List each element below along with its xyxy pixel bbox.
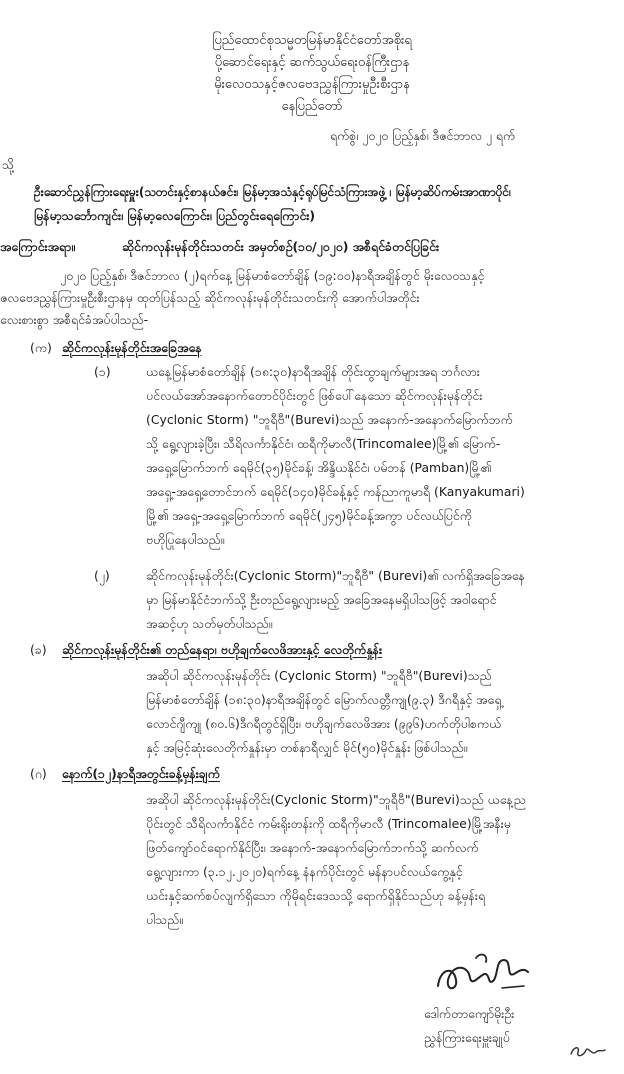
item-1-line: မြို့၏ အရှေ့-အရှေ့မြောက်ဘက် ရေမိုင်(၂၄၅)မိုင်ခန့်အကွာ ပင်လယ်ပြင်ကို xyxy=(146,508,472,523)
item-1-line: ယနေ့မြန်မာစံတော်ချိန် (၁၈:၃၀)နာရီအချိန် တိုင်းထွာချက်များအရ ဘင်္ဂလား xyxy=(146,364,480,379)
ministry-title: ပို့ဆောင်ရေးနှင့် ဆက်သွယ်ရေးဝန်ကြီးဌာန xyxy=(214,55,410,70)
subject-text: ဆိုင်ကလုန်းမုန်တိုင်းသတင်း အမှတ်စဉ်(၁၀/၂၀၂၀) အစီရင်ခံတင်ပြခြင်း xyxy=(122,239,440,254)
item-1-line: (Cyclonic Storm) "ဘူရီဗီ"(Burevi)သည် အနောက်-အနောက်မြောက်ဘက် xyxy=(146,412,513,427)
item-2-line: အဆင့်ဟု သတ်မှတ်ပါသည်။ xyxy=(146,616,273,631)
signatory-title: ညွှန်ကြားရေးမှူးချုပ် xyxy=(424,1030,510,1045)
recipient-to: သို့ xyxy=(2,157,14,172)
section-2-line: လောင်ဂျီကျု (၈၀.၆)ဒီဂရီတွင်ရှိပြီး၊ ဗဟိုချက်လေဖိအား (၉၉၆)ဟက်တိုပါစကယ် xyxy=(146,716,502,731)
intro-line-2: ဇလဗေဒညွှန်ကြားမှုဦးစီးဌာနမှ ထုတ်ပြန်သည့် ဆိုင်ကလုန်းမုန်တိုင်းသတင်းကို အောက်ပါအတိုင်း xyxy=(0,290,420,305)
section-2-line: အဆိုပါ ဆိုင်ကလုန်းမုန်တိုင်း (Cyclonic Storm) "ဘူရီဗီ"(Burevi)သည် xyxy=(146,668,492,683)
item-1-line: အရှေ့မြောက်ဘက် ရေမိုင်(၃၅)မိုင်ခန့်၊ အိန္ဒိယနိုင်ငံ၊ ပမ်ဘန် (Pamban)မြို့၏ xyxy=(146,460,492,475)
section-3-line: ပါသည်။ xyxy=(146,912,183,927)
section-1-title: ဆိုင်ကလုန်းမုန်တိုင်းအခြေအနေ xyxy=(62,340,202,355)
item-2-number: (၂) xyxy=(94,568,110,583)
section-3-line: အဆိုပါ ဆိုင်ကလုန်းမုန်တိုင်း(Cyclonic Storm)"ဘူရီဗီ"(Burevi)သည် ယနေ့ည xyxy=(146,792,526,807)
item-1-number: (၁) xyxy=(94,364,111,379)
section-3-number: (ဂ) xyxy=(30,766,47,781)
initials-mark xyxy=(568,1040,608,1062)
item-1-line: သို့ ရွေ့လျားခဲ့ပြီး၊ သီရိလင်္ကာနိုင်ငံ၊ ထရီကိုမာလီ(Trincomalee)မြို့၏ မြောက်- xyxy=(146,436,501,451)
item-2-line: မှာ မြန်မာနိုင်ငံဘက်သို့ ဦးတည်ရွေ့လျားမည့် အခြေအနေမရှိပါသဖြင့် အဝါရောင် xyxy=(146,592,497,607)
section-2-line: မြန်မာစံတော်ချိန် (၁၈:၃၀)နာရီအချိန်တွင် မြောက်လတ္တီကျု(၉.၃) ဒီဂရီနှင့် အရှေ့ xyxy=(146,692,502,707)
section-2-line: နှင့် အမြင့်ဆုံးလေတိုက်နှုန်းမှာ တစ်နာရီလျှင် မိုင်(၅၀)မိုင်နှုန်း ဖြစ်ပါသည်။ xyxy=(146,740,468,755)
item-1-line: ပင်လယ်အော်အနောက်တောင်ပိုင်းတွင် ဖြစ်ပေါ်နေသော ဆိုင်ကလုန်းမုန်တိုင်း xyxy=(146,388,483,403)
government-title: ပြည်ထောင်စုသမ္မတမြန်မာနိုင်ငံတော်အစိုးရ xyxy=(212,33,412,48)
intro-line-1: ၂၀၂၀ ပြည့်နှစ်၊ ဒီဇင်ဘာလ (၂)ရက်နေ့ မြန်မာစံတော်ချိန် (၁၉:၀၀)နာရီအချိန်တွင် မိုးလေဝသနှင့် xyxy=(60,268,485,283)
department-title: မိုးလေဝသနှင့်ဇလဗေဒညွှန်ကြားမှုဦးစီးဌာန xyxy=(214,77,410,92)
section-3-line: ဖြတ်ကျော်ဝင်ရောက်နိုင်ပြီး၊ အနောက်-အနောက်မြောက်ဘက်သို့ ဆက်လက် xyxy=(146,840,479,855)
recipient-line-2: မြန်မာ့သင်္ဘောကျင်း၊ မြန်မာ့လေကြောင်း၊ ပြည်တွင်းရေကြောင်း) xyxy=(34,208,316,223)
subject-label: အကြောင်းအရာ။ xyxy=(0,239,75,254)
intro-line-3: လေးစားစွာ အစီရင်ခံအပ်ပါသည်- xyxy=(0,312,149,327)
section-3-line: ရွေ့လျားကာ (၃.၁၂.၂၀၂၀)ရက်နေ့ နံနက်ပိုင်းတွင် မန်နာပင်လယ်ကွေ့နှင့် xyxy=(146,864,463,879)
section-3-line: ယင်းနှင့်ဆက်စပ်လျက်ရှိသော ကိုမိုရင်းဒေသသို့ ရောက်ရှိနိုင်သည်ဟု ခန့်မှန်းရ xyxy=(146,888,486,903)
recipient-line-1: ဦးဆောင်ညွှန်ကြားရေးမှူး(သတင်းနှင့်စာနယ်ဇင်း၊ မြန်မာ့အသံနှင့်ရုပ်မြင်သံကြားအဖွဲ့ ၊ မြန်မာ့ဆိပ်ကမ်းအာဏာပိုင်၊ xyxy=(34,185,512,199)
section-2-title: ဆိုင်ကလုန်းမုန်တိုင်း၏ တည်နေရာ၊ ဗဟိုချက်လေဖိအားနှင့် လေတိုက်နှုန်း xyxy=(62,642,383,657)
section-1-number: (က) xyxy=(30,340,52,355)
item-2-line: ဆိုင်ကလုန်းမုန်တိုင်း(Cyclonic Storm)"ဘူရီဗီ" (Burevi)၏ လက်ရှိအခြေအနေ xyxy=(146,568,525,583)
signatory-name: ဒေါက်တာကျော်မိုးဦး xyxy=(424,1006,515,1021)
section-2-number: (ခ) xyxy=(30,642,47,657)
document-date: ရက်စွဲ၊ ၂၀၂၀ ပြည့်နှစ်၊ ဒီဇင်ဘာလ ၂ ရက် xyxy=(330,128,516,143)
section-3-line: ပိုင်းတွင် သီရိလင်္ကာနိုင်ငံ ကမ်းရိုးတန်းကို ထရီကိုမာလီ (Trincomalee)မြို့အနီးမှ xyxy=(146,816,511,831)
location-title: နေပြည်တော် xyxy=(281,99,343,114)
item-1-line: ဗဟိုပြုနေပါသည်။ xyxy=(146,532,225,547)
section-3-title: နောက်(၁၂)နာရီအတွင်းခန့်မှန်းချက် xyxy=(62,766,220,781)
signature-mark xyxy=(432,950,532,1000)
item-1-line: အရှေ့-အရှေ့တောင်ဘက် ရေမိုင်(၁၄၀)မိုင်ခန့်နှင့် ကန်ညာကူမာရီ (Kanyakumari) xyxy=(146,484,525,499)
